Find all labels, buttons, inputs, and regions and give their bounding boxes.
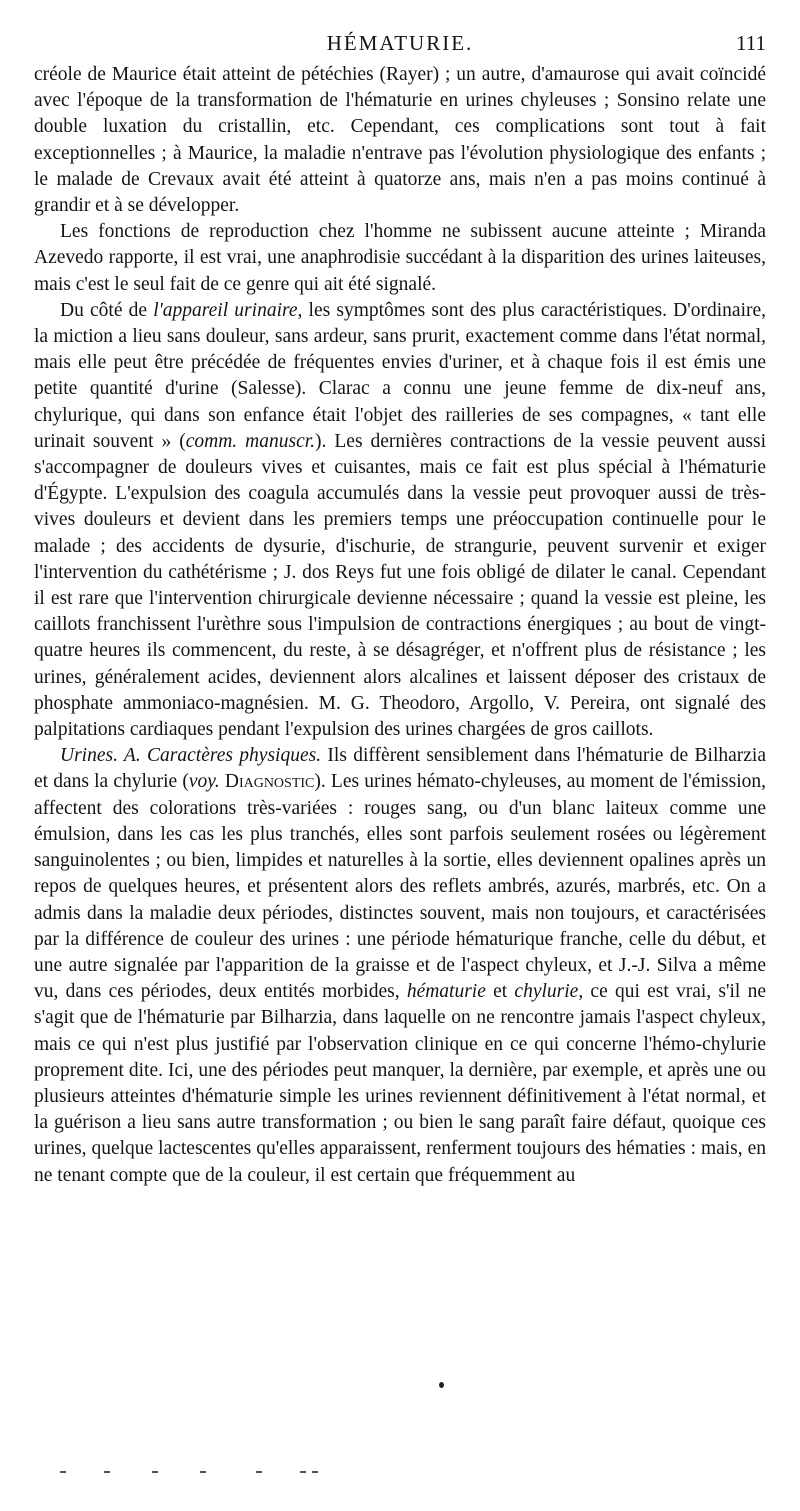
paragraph-3 (34, 298, 766, 743)
speck (300, 1471, 306, 1473)
paragraph-4-italic-chylurie: chylurie (514, 981, 579, 1003)
paragraph-4-italic-hematurie: hématurie (406, 981, 486, 1003)
paragraph-3-italic-citation: comm. manuscr. (185, 430, 316, 452)
paragraph-2-text: Les fonctions de reproduction chez l'homme ne subissent aucune atteinte ; Miranda Azevedo rapporte, il est vrai, une anaphrodisie succédant à la disparition des urines laiteuses, mais c'est le seul fait de ce genre qui ait été signalé. (34, 221, 766, 295)
paragraph-4-diagnostic-ref: Diagnostic (224, 771, 315, 793)
speck (104, 1471, 110, 1473)
paragraph-1-text: créole de Maurice était atteint de pétéchies (Rayer) ; un autre, d'amaurose qui avait coïncidé avec l'époque de la transformation de l'hématurie en urines chyleuses ; Sonsino relate une double luxation du cristallin, etc. Cependant, ces complications sont tout à fait exceptionnelles ; à Maurice, la maladie n'entrave pas l'évolution physiologique des enfants ; le malade de Crevaux avait été atteint à quatorze ans, mais n'en a pas moins continué à grandir et à se développer. (34, 64, 766, 217)
bottom-print-specks (60, 1468, 360, 1476)
speck (60, 1471, 66, 1473)
paragraph-1 (34, 62, 766, 219)
paragraph-4-text-d: , ce qui est vrai, s'il ne s'agit que de l'hématurie par Bilharzia, dans laquelle on ne rencontre jamais l'aspect chyleux, mais ce qui n'est plus justifié par l'observation clinique en ce qui concerne l'hémo-chylurie proprement dite. Ici, une des périodes peut manquer, la dernière, par exemple, et après une ou plusieurs atteintes d'hématurie simple les urines reviennent définitivement à l'état normal, et la guérison a lieu sans autre transformation ; ou bien le sang paraît faire défaut, quoique ces urines, quelque lactescentes qu'elles apparaissent, renferment toujours des hématies : mais, en ne tenant compte que de la couleur, il est certain que fréquemment au (34, 981, 766, 1186)
paragraph-3-text-c: ). Les dernières contractions de la vessie peuvent aussi s'accompagner de douleurs vives et cuisantes, mais ce fait est plus spécial à l'hématurie d'Égypte. L'expulsion des coagula accumulés dans la vessie peut provoquer aussi de très-vives douleurs et devient dans les premiers temps une préoccupation continuelle pour le malade ; des accidents de dysurie, d'ischurie, de strangurie, peuvent survenir et exiger l'intervention du cathétérisme ; J. dos Reys fut une fois obligé de dilater le canal. Cependant il est rare que l'intervention chirurgicale devienne nécessaire ; quand la vessie est pleine, les caillots franchissent l'urèthre sous l'impulsion de contractions énergiques ; au bout de vingt-quatre heures ils commencent, du reste, à se désagréger, et n'offrent plus de résistance ; les urines, généralement acides, deviennent alors alcalines et laissent déposer des cristaux de phosphate ammoniaco-magnésien. M. G. Theodoro, Argollo, V. Pereira, ont signalé des palpitations cardiaques pendant l'expulsion des urines chargées de gros caillots. (34, 430, 766, 741)
body-text (34, 62, 766, 1189)
paragraph-4-italic-voy: voy. (188, 771, 220, 793)
speck (152, 1471, 158, 1473)
page-number: 111 (736, 31, 766, 55)
speck (312, 1471, 318, 1473)
paragraph-3-italic-term: l'appareil urinaire (153, 299, 298, 321)
paragraph-3-text-b: , les symptômes sont des plus caractéristiques. D'ordinaire, la miction a lieu sans douleur, sans ardeur, sans prurit, exactement comme dans l'état normal, mais elle peut être précédée de fréquentes envies d'uriner, et à chaque fois il est émis une petite quantité d'urine (Salesse). Clarac a connu une jeune femme de dix-neuf ans, chylurique, qui dans son enfance était l'objet des railleries de ses compagnes, « tant elle urinait souvent » ( (34, 299, 767, 452)
page-header (30, 28, 770, 58)
paragraph-2 (34, 219, 766, 298)
print-speck-mark (439, 1382, 444, 1388)
running-title: HÉMATURIE. (326, 31, 474, 55)
paragraph-4-text-c: et (485, 981, 515, 1003)
paragraph-4-section-heading: Urines. A. Caractères physiques. (60, 745, 322, 767)
speck (200, 1471, 206, 1473)
paragraph-3-text-a: Du côté de (60, 299, 154, 321)
paragraph-4-text-a: Ils diffèrent sensiblement dans l'hématurie de Bilharzia et dans la chylurie ( (34, 745, 766, 793)
paragraph-4 (34, 743, 766, 1188)
speck (256, 1471, 262, 1473)
paragraph-4-text-b: ). Les urines hémato-chyleuses, au moment de l'émission, affectent des colorations très-variées : rouges sang, ou d'un blanc laiteux comme une émulsion, dans les cas les plus tranchés, elles sont parfois seulement rosées ou légèrement sanguinolentes ; ou bien, limpides et naturelles à la sortie, elles deviennent opalines après un repos de quelques heures, et présentent alors des reflets ambrés, azurés, marbrés, etc. On a admis dans la maladie deux périodes, distinctes souvent, mais non toujours, et caractérisées par la différence de couleur des urines : une période hématurique franche, celle du début, et une autre signalée par l'apparition de la graisse et de l'aspect chyleux, et J.-J. Silva a même vu, dans ces périodes, deux entités morbides, (34, 771, 766, 1003)
